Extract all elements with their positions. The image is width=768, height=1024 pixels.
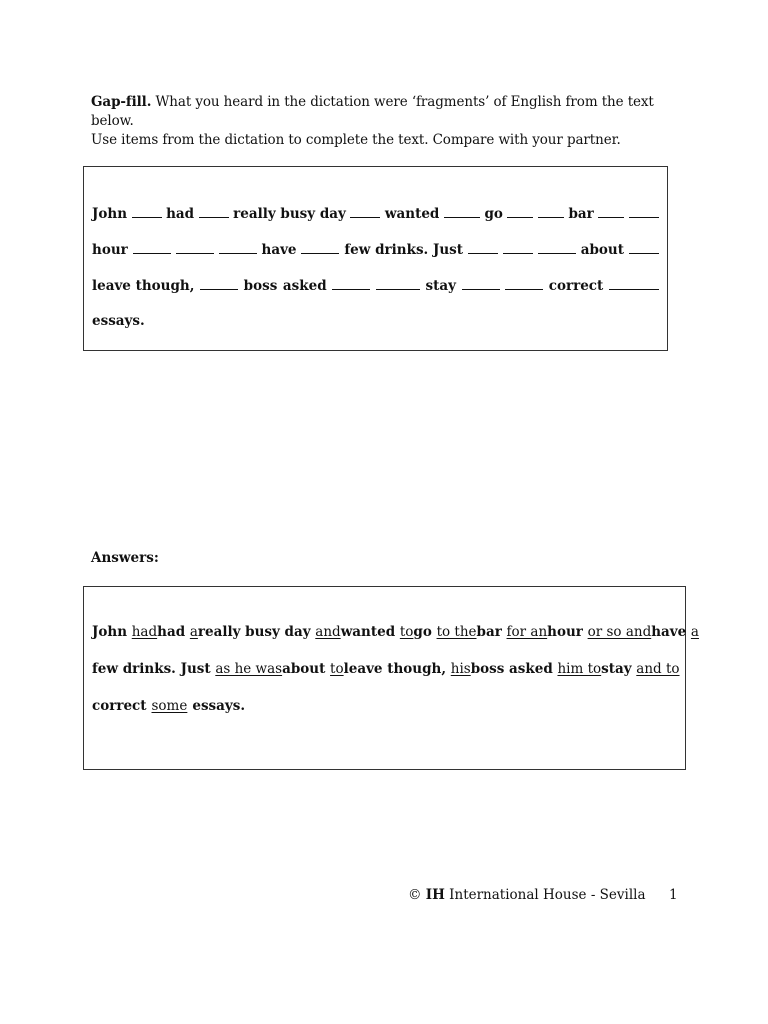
blank[interactable] <box>505 277 543 290</box>
word: few drinks. Just <box>92 661 211 677</box>
blank[interactable] <box>538 241 576 254</box>
word: stay <box>425 278 456 294</box>
answer: him to <box>557 661 602 677</box>
page-number: 1 <box>669 887 678 903</box>
word: essays. <box>92 313 145 329</box>
blank[interactable] <box>629 205 659 218</box>
answer: as he was <box>215 661 283 677</box>
word: leave though, <box>92 278 195 294</box>
answer: to <box>399 624 414 640</box>
blank[interactable] <box>332 277 370 290</box>
word: go <box>484 206 503 222</box>
word: correct <box>548 278 604 294</box>
gapfill-line-2 <box>92 241 659 258</box>
word: have <box>261 242 297 258</box>
word: leave though, <box>343 661 447 677</box>
word: had <box>157 624 186 640</box>
instructions <box>91 93 691 150</box>
blank[interactable] <box>199 205 229 218</box>
gapfill-line-1 <box>92 205 659 222</box>
gapfill-box <box>83 166 668 351</box>
blank[interactable] <box>538 205 564 218</box>
answer: a <box>189 624 198 640</box>
word: boss asked <box>470 661 553 677</box>
answer: had <box>131 624 158 640</box>
blank[interactable] <box>462 277 500 290</box>
word: about <box>282 661 326 677</box>
blank[interactable] <box>468 241 498 254</box>
blank[interactable] <box>133 241 171 254</box>
word: few drinks. Just <box>344 242 463 258</box>
blank[interactable] <box>176 241 214 254</box>
answer-line-3 <box>92 698 677 714</box>
blank[interactable] <box>598 205 624 218</box>
answer-line-2 <box>92 661 680 677</box>
blank[interactable] <box>503 241 533 254</box>
instructions-line1: What you heard in the dictation were ‘fragments’ of English from the text below. <box>91 94 654 129</box>
answer: some <box>151 698 188 714</box>
word: had <box>166 206 195 222</box>
blank[interactable] <box>376 277 420 290</box>
word: essays. <box>192 698 246 714</box>
footer <box>408 887 646 903</box>
word: stay <box>601 661 632 677</box>
answer: and <box>315 624 341 640</box>
answer: a <box>690 624 699 640</box>
word: correct <box>92 698 147 714</box>
word: wanted <box>384 206 440 222</box>
gapfill-line-4 <box>92 313 659 329</box>
blank[interactable] <box>629 241 659 254</box>
gapfill-heading: Gap-fill. <box>91 94 152 110</box>
word: hour <box>92 242 128 258</box>
copyright-symbol: © <box>408 887 422 903</box>
blank[interactable] <box>301 241 339 254</box>
word: really busy day <box>233 206 346 222</box>
word: asked <box>282 278 327 294</box>
blank[interactable] <box>219 241 257 254</box>
word: really busy day <box>197 624 311 640</box>
gapfill-line-3 <box>92 277 659 294</box>
answer: and to <box>636 661 680 677</box>
blank[interactable] <box>444 205 480 218</box>
answer: to <box>330 661 344 677</box>
blank[interactable] <box>609 277 659 290</box>
footer-text: International House - Sevilla <box>444 887 646 903</box>
word: about <box>580 242 624 258</box>
blank[interactable] <box>132 205 162 218</box>
blank[interactable] <box>350 205 380 218</box>
instructions-line2: Use items from the dictation to complete the text. Compare with your partner. <box>91 132 621 148</box>
answer: for an <box>506 624 548 640</box>
word: bar <box>568 206 594 222</box>
word: John <box>92 206 128 222</box>
answer: to the <box>436 624 477 640</box>
word: hour <box>547 624 583 640</box>
blank[interactable] <box>507 205 533 218</box>
word: boss <box>243 278 278 294</box>
answer: or so and <box>587 624 652 640</box>
blank[interactable] <box>200 277 238 290</box>
footer-brand: IH <box>425 887 445 903</box>
answer-line-1 <box>92 624 699 640</box>
answers-box <box>83 586 699 770</box>
word: wanted <box>340 624 396 640</box>
answers-title: Answers: <box>91 550 159 566</box>
word: go <box>413 624 432 640</box>
answer: his <box>450 661 471 677</box>
word: John <box>92 624 128 640</box>
word: bar <box>476 624 502 640</box>
word: have <box>651 624 687 640</box>
